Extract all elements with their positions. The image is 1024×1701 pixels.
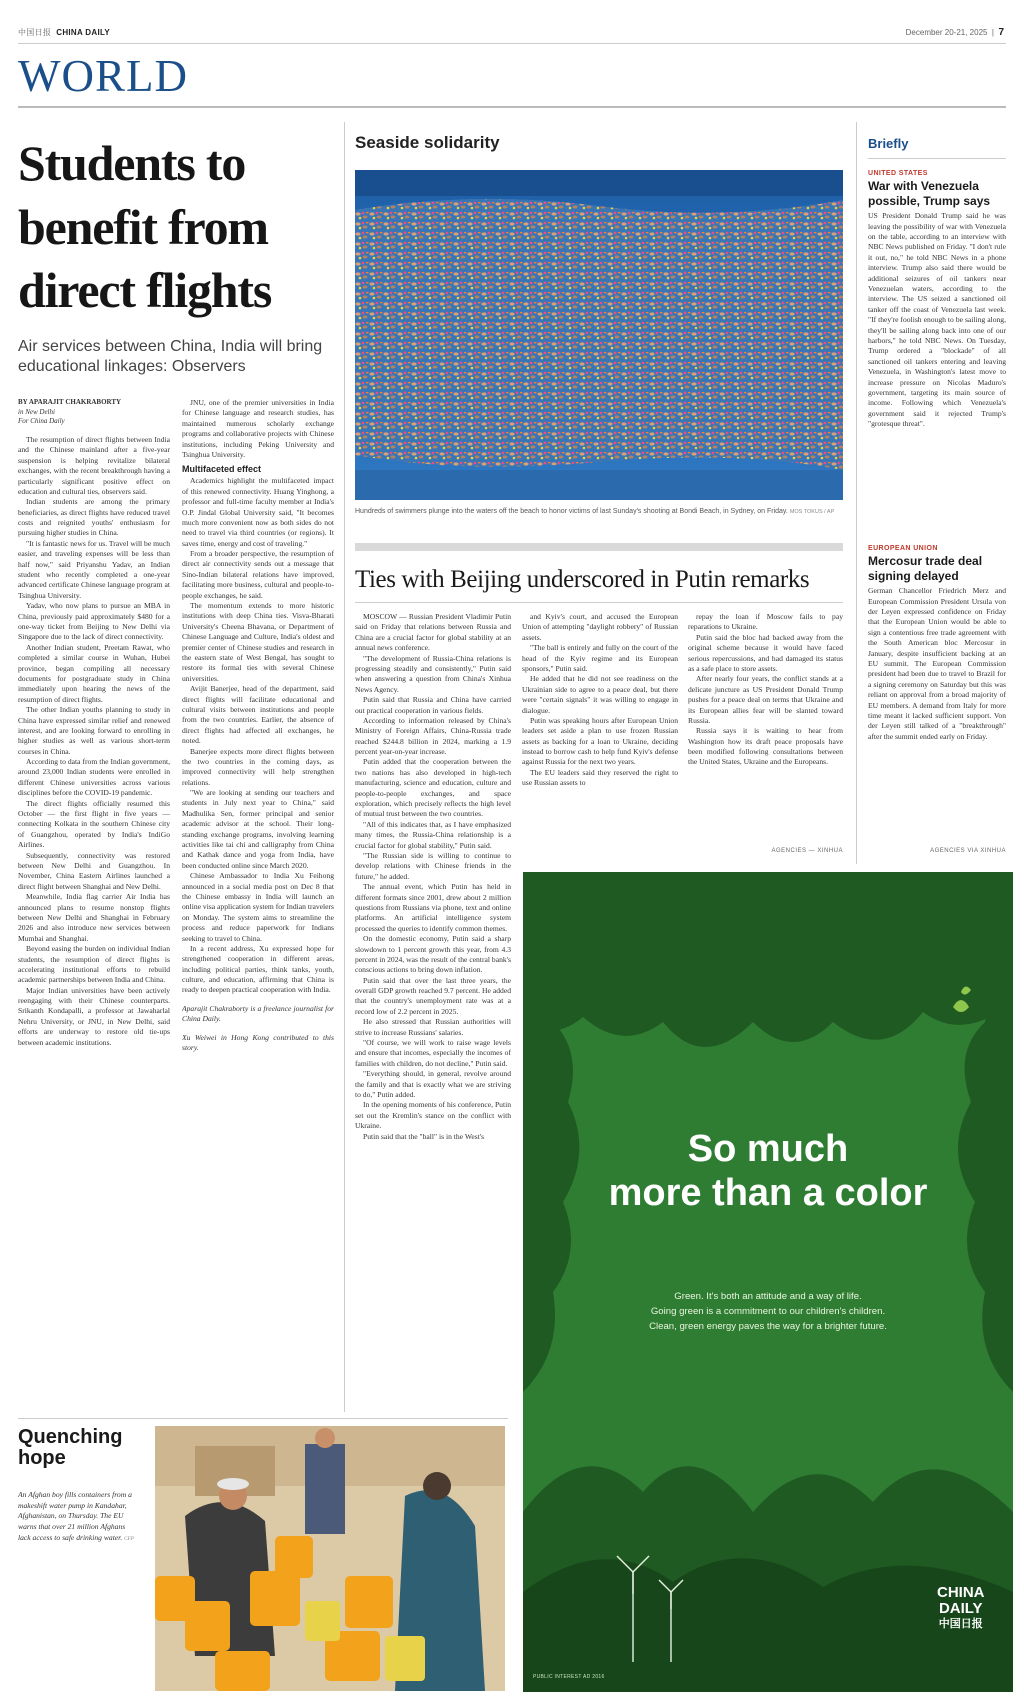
masthead-date: December 20-21, 2025 | 7 bbox=[905, 27, 1004, 38]
quenching-title bbox=[18, 1427, 122, 1468]
page-number: 7 bbox=[998, 27, 1004, 38]
issue-date: December 20-21, 2025 bbox=[905, 28, 988, 37]
paragraph: "The Russian side is willing to continue to develop relations with Chinese friends in the future," he added. bbox=[355, 850, 511, 881]
putin-column-3 bbox=[688, 612, 843, 832]
brief-item-2 bbox=[868, 545, 1006, 835]
paragraph: "All of this indicates that, as I have emphasized many times, the Russia-China relationship is a crucial factor for global stability," Putin said. bbox=[355, 819, 511, 850]
quenching-rule bbox=[18, 1418, 508, 1419]
paragraph: Subsequently, connectivity was restored between New Delhi and Guangzhou. In November, China Eastern Airlines launched a direct flight between Shanghai and New Delhi. bbox=[18, 850, 170, 891]
paragraph: Putin said that Russia and China have carried out practical cooperation in various fields. bbox=[355, 695, 511, 715]
putin-rule bbox=[355, 602, 843, 603]
masthead-logo-cn: 中国日报 bbox=[18, 28, 52, 37]
masthead-logo-en: CHINA DAILY bbox=[56, 28, 111, 37]
paragraph: In a recent address, Xu expressed hope for strengthened cooperation in different areas, including political parties, think tanks, youth, culture, and education, affirming that China is ready to deepen practical cooperation with India. bbox=[182, 943, 334, 995]
brief-headline: Mercosur trade deal signing delayed bbox=[868, 554, 983, 583]
contributor-note: Xu Weiwei in Hong Kong contributed to this story. bbox=[182, 1032, 334, 1053]
ad-body-line: Clean, green energy paves the way for a brighter future. bbox=[649, 1320, 887, 1332]
paragraph: He added that he did not see readiness on the Ukrainian side to agree to a peace deal, but there were "certain signals" it was willing to engage in dialogue. bbox=[522, 674, 678, 715]
lead-subhead: Multifaceted effect bbox=[182, 464, 262, 475]
ad-body-line: Green. It's both an attitude and a way of life. bbox=[674, 1291, 862, 1302]
ad-headline-line-1: So much bbox=[687, 1128, 849, 1170]
brief-tag: EUROPEAN UNION bbox=[868, 545, 938, 552]
ad-body bbox=[523, 1290, 1013, 1335]
paragraph: Putin said the bloc had backed away from the original scheme because it would have faced serious repercussions, and had damaged its status as a safe place to store assets. bbox=[688, 632, 843, 673]
brief-tag: UNITED STATES bbox=[868, 170, 928, 177]
paragraph: The other Indian youths planning to study in China have expressed similar relief and renewed interest, and are looking forward to enrolling in higher studies as well as various short-term courses in China. bbox=[18, 705, 170, 756]
swimmers-illustration bbox=[355, 170, 843, 500]
brief-body: German Chancellor Friedrich Merz and European Commission President Ursula von der Leyen expressed confidence on Friday that the European Union would be able to sign a contentious free trade agreement with the South American bloc Mercosur in January, despite insufficient backing at an EU summit. The European Commission president had been due to travel to Brazil for a signing ceremony on Saturday but this was reliant on approval from a broad majority of EU members. A demand from Italy for more time meant it lacked sufficient support. Von der Leyen still talked of a "breakthrough" after the summit ended early on Friday. bbox=[868, 586, 1006, 741]
paragraph: Another Indian student, Preetam Rawat, who completed a similar course in Wuhan, Hubei province, began compiling all necessary documents for postgraduate study in China immediately upon hearing the news of the resumption of direct flights. bbox=[18, 642, 170, 704]
green-advertisement bbox=[523, 872, 1013, 1692]
paragraph: "The ball is entirely and fully on the court of the head of the Kyiv regime and its European sponsors," Putin said. bbox=[522, 643, 678, 673]
paragraph: The EU leaders said they reserved the right to use Russian assets to bbox=[522, 767, 678, 788]
quenching-title-line-1: Quenching bbox=[18, 1426, 123, 1448]
paragraph: On the domestic economy, Putin said a sharp slowdown to 1 percent growth this year, from 4.3 percent in 2024, was the result of the central bank's conscious actions to bring down inflation. bbox=[355, 934, 511, 975]
byline-author: BY APARAJIT CHAKRABORTY bbox=[18, 398, 122, 406]
paragraph: Putin said that the "ball" is in the West's bbox=[363, 1131, 485, 1141]
paragraph: In the opening moments of his conference, Putin set out the Kremlin's stance on the conflict with Ukraine. bbox=[355, 1100, 511, 1131]
paragraph: Yadav, who now plans to pursue an MBA in China, previously paid approximately $480 for a one-way ticket from Beijing to New Delhi via Singapore due to the lack of direct connectivity. bbox=[18, 601, 170, 642]
masthead-rule bbox=[18, 43, 1006, 44]
paragraph: The annual event, which Putin has held in different formats since 2001, drew about 2 million questions from Russians via phone, text and online platforms. An artificial intelligence system processed the queries to identify common themes. bbox=[355, 882, 511, 933]
paragraph: "We are looking at sending our teachers and students in July next year to China," said Madhulika Sen, former principal and senior academic advisor at the school. Their long-standing exchange programs, involving learning activities like tai chi and calligraphy from China and Kathak dance and yoga from India, have been conducted online since March 2020. bbox=[182, 788, 334, 870]
paragraph: Avijit Banerjee, head of the department, said direct flights will facilitate educational and cultural visits between institutions and people from the two countries. Earlier, the absence of direct flights had affected all exchanges, he noted. bbox=[182, 684, 334, 746]
lead-column-1 bbox=[18, 398, 170, 1408]
paragraph: According to information released by China's Ministry of Foreign Affairs, China-Russia trade reached $244.8 billion in 2024, marking a 1.9 percent year-on-year increase. bbox=[355, 715, 511, 757]
paragraph: repay the loan if Moscow fails to pay reparations to Ukraine. bbox=[688, 612, 843, 632]
ad-logo-cn: 中国日报 bbox=[938, 1617, 983, 1630]
byline bbox=[18, 398, 170, 427]
paragraph: "It is fantastic news for us. Travel will be much easier, and traveling expenses will be less than half now," said Priyanshu Yadav, an Indian student who recently completed a one-year advanced certificate Chinese language program at Tsinghua University. bbox=[18, 538, 170, 600]
byline-location: in New Delhi bbox=[18, 407, 55, 416]
ad-logo-line-1: CHINA bbox=[937, 1584, 985, 1601]
paragraph: He also stressed that Russian authorities will strive to increase Russians' salaries. bbox=[355, 1017, 511, 1037]
paragraph: According to data from the Indian government, around 23,000 Indian students were enrolled in different Chinese universities across various disciplines before the COVID-19 pandemic. bbox=[18, 757, 170, 798]
ad-logo-line-2: DAILY bbox=[938, 1599, 983, 1617]
putin-credit: AGENCIES — XINHUA bbox=[771, 848, 843, 854]
paragraph: Putin was speaking hours after European Union leaders set aside a plan to use frozen Russian assets as backing for a loan to Ukraine, deciding instead to borrow cash to help fund Kyiv's defense against Russia for the next two years. bbox=[522, 715, 678, 767]
paragraph: JNU, one of the premier universities in India for Chinese language and research studies, has maintained numerous scholarly exchange programs and collaborative projects with Chinese institutions, including Peking University and Tsinghua University. bbox=[182, 398, 334, 459]
photo-caption-text: Hundreds of swimmers plunge into the waters off the beach to honor victims of last Sunday's shooting at Bondi Beach, in Sydney, on Friday. bbox=[355, 508, 788, 515]
photo-feature-title: Seaside solidarity bbox=[355, 133, 500, 152]
paragraph: Russia says it is waiting to hear from Washington how its draft peace proposals have been modified following consultations between the United States, Ukraine and the Europeans. bbox=[688, 726, 843, 767]
paragraph: and Kyiv's court, and accused the European Union of attempting "daylight robbery" of Russian assets. bbox=[522, 612, 678, 642]
briefly-credit: AGENCIES VIA XINHUA bbox=[930, 848, 1006, 854]
water-pump-illustration bbox=[155, 1426, 505, 1691]
ad-headline bbox=[523, 1127, 1013, 1216]
lead-column-2 bbox=[182, 398, 334, 1408]
paragraph: "Everything should, in general, revolve around the family and that is exactly what we are striving to do," Putin added. bbox=[355, 1069, 511, 1099]
paragraph: Academics highlight the multifaceted impact of this renewed connectivity. Huang Yinghong, a professor and full-time faculty member at India's O.P. Jindal Global University said, "It becomes much more convenient now as both sides do not need to travel via third countries (or regions). It saves time, energy and cost of traveling." bbox=[182, 476, 334, 548]
paragraph: Chinese Ambassador to India Xu Feihong announced in a social media post on Dec 8 that the Chinese embassy in India will launch an online visa application system for Indian travelers on Monday. The system aims to streamline the process and reduce paperwork for Indians seeking to travel to China. bbox=[182, 871, 334, 943]
quenching-credit: CFP bbox=[124, 1535, 134, 1542]
china-daily-logo bbox=[937, 1585, 985, 1630]
paragraph: "Of course, we will work to raise wage levels and ensure that incomes, especially the incomes of families with children, do not decline," Putin said. bbox=[355, 1038, 511, 1068]
briefly-divider bbox=[856, 122, 857, 864]
quenching-title-line-2: hope bbox=[18, 1446, 66, 1469]
ad-body-line: Going green is a commitment to our children's children. bbox=[650, 1305, 886, 1317]
paragraph: Meanwhile, India flag carrier Air India has announced plans to resume nonstop flights between New Delhi and Shanghai in February 2026 and also introduce new services between Mumbai and Shanghai. bbox=[18, 892, 170, 943]
seaside-photo bbox=[355, 170, 843, 500]
paragraph: The resumption of direct flights between India and the Chinese mainland after a five-year suspension is helping revitalize bilateral exchanges, with the recent breakthrough having a particularly significant positive effect on education and cultural ties, observers said. bbox=[18, 434, 170, 496]
paragraph: MOSCOW — Russian President Vladimir Putin said on Friday that relations between Russia and China are a crucial factor for global stability at an annual news conference. bbox=[355, 612, 511, 653]
paragraph: After nearly four years, the conflict stands at a delicate juncture as US President Donald Trump pushes for a peace deal on terms that Ukraine and its European allies fear will be slanted toward Russia. bbox=[688, 674, 843, 725]
masthead-logo bbox=[18, 27, 110, 38]
divider-band bbox=[355, 543, 843, 551]
paragraph: Banerjee expects more direct flights between the two countries in the coming days, as improved connectivity will help strengthen relations. bbox=[182, 746, 334, 787]
ad-headline-line-2: more than a color bbox=[608, 1172, 928, 1215]
section-title: WORLD bbox=[18, 51, 188, 101]
paragraph: Major Indian universities have been actively reengaging with their Chinese counterparts. Srikanth Kondapalli, a professor at Jawaharlal Nehru University, or JNU, in New Delhi, said efforts are underway to restore old tie-ups between academic institutions. bbox=[18, 985, 170, 1047]
paragraph: From a broader perspective, the resumption of direct air connectivity sends out a message that Sino-Indian bilateral relations have improved, facilitating more business, cultural and people-to-people exchanges, he said. bbox=[182, 549, 334, 600]
quenching-caption-text: An Afghan boy fills containers from a makeshift water pump in Kandahar, Afghanistan, on Thursday. The EU warns that over 21 million Afghans lack access to safe drinking water. bbox=[18, 1490, 132, 1542]
section-rule bbox=[18, 106, 1006, 108]
author-note: Aparajit Chakraborty is a freelance journalist for China Daily. bbox=[182, 1003, 334, 1024]
paragraph: Indian students are among the primary beneficiaries, as direct flights have reduced travel costs and reignited youths' enthusiasm for pursuing higher studies in China. bbox=[18, 497, 170, 538]
brief-headline: War with Venezuela possible, Trump says bbox=[868, 179, 991, 208]
brief-body: US President Donald Trump said he was leaving the possibility of war with Venezuela on the table, according to an interview with NBC News published on Friday. "I don't rule it out, no," he told NBC News in a phone interview. Trump also said there would be additional seizures of oil tankers near Venezuelan waters, according to the interview. The US seized a sanctioned oil tanker off the coast of Venezuela last week. "If they're foolish enough to be sailing along, they'll be sailing along back into one of our harbors," he told NBC News. On Tuesday, Trump ordered a "blockade" of all sanctioned oil tankers entering and leaving Venezuela, in Washington's latest move to increase pressure on Nicolas Maduro's government, targeting its main source of income. Following which Venezuela's government said it rejected Trump's "grotesque threat". bbox=[868, 211, 1006, 429]
paragraph: The momentum extends to more historic institutions with deep China ties. Visva-Bharati University's Cheena Bhavana, or Department of Chinese Language and Culture, India's oldest and premier center of Chinese studies and research in the eastern state of West Bengal, has sought to restore its formal ties with several Chinese universities. bbox=[182, 601, 334, 683]
paragraph: The direct flights officially resumed this October — the first flight in five years — connecting Kolkata in the southern Chinese city of Guangzhou, operated by India's IndiGo Airlines. bbox=[18, 798, 170, 850]
lead-deck: Air services between China, India will bring educational linkages: Observers bbox=[18, 338, 323, 375]
photo-credit: MOS TOKUS / AP bbox=[789, 509, 835, 515]
quenching-caption bbox=[18, 1490, 136, 1543]
lead-headline: Students to benefit from direct flights bbox=[18, 135, 272, 318]
putin-column-1 bbox=[355, 612, 511, 1422]
brief-item-1 bbox=[868, 170, 1006, 530]
paragraph: Putin said that over the last three years, the overall GDP growth reached 9.7 percent. He added that the country's unemployment rate was at a record low of 2.2 percent in 2025. bbox=[355, 975, 511, 1016]
photo-caption bbox=[355, 507, 843, 517]
briefly-label: Briefly bbox=[868, 136, 909, 151]
water-pump-photo bbox=[155, 1426, 505, 1691]
forest-illustration bbox=[523, 872, 1013, 1692]
paragraph: Beyond easing the burden on individual Indian students, the resumption of direct flights is accelerating institutional efforts to rebuild academic partnerships between India and China. bbox=[18, 944, 170, 985]
putin-headline: Ties with Beijing underscored in Putin remarks bbox=[355, 566, 810, 593]
byline-outlet: For China Daily bbox=[18, 417, 65, 426]
paragraph: Putin added that the cooperation between the two nations has also developed in high-tech manufacturing, science and education, culture and people-to-people exchanges, and space exploration, which precisely reflects the high level of mutual trust between the two countries. bbox=[355, 757, 511, 819]
paragraph: "The development of Russia-China relations is progressing steadily and consistently," Putin said when answering a question from China's Xinhua News Agency. bbox=[355, 653, 511, 694]
ad-footer: PUBLIC INTEREST AD 2016 bbox=[533, 1674, 605, 1680]
briefly-rule bbox=[868, 158, 1006, 159]
putin-column-2 bbox=[522, 612, 678, 862]
column-divider bbox=[344, 122, 345, 1412]
